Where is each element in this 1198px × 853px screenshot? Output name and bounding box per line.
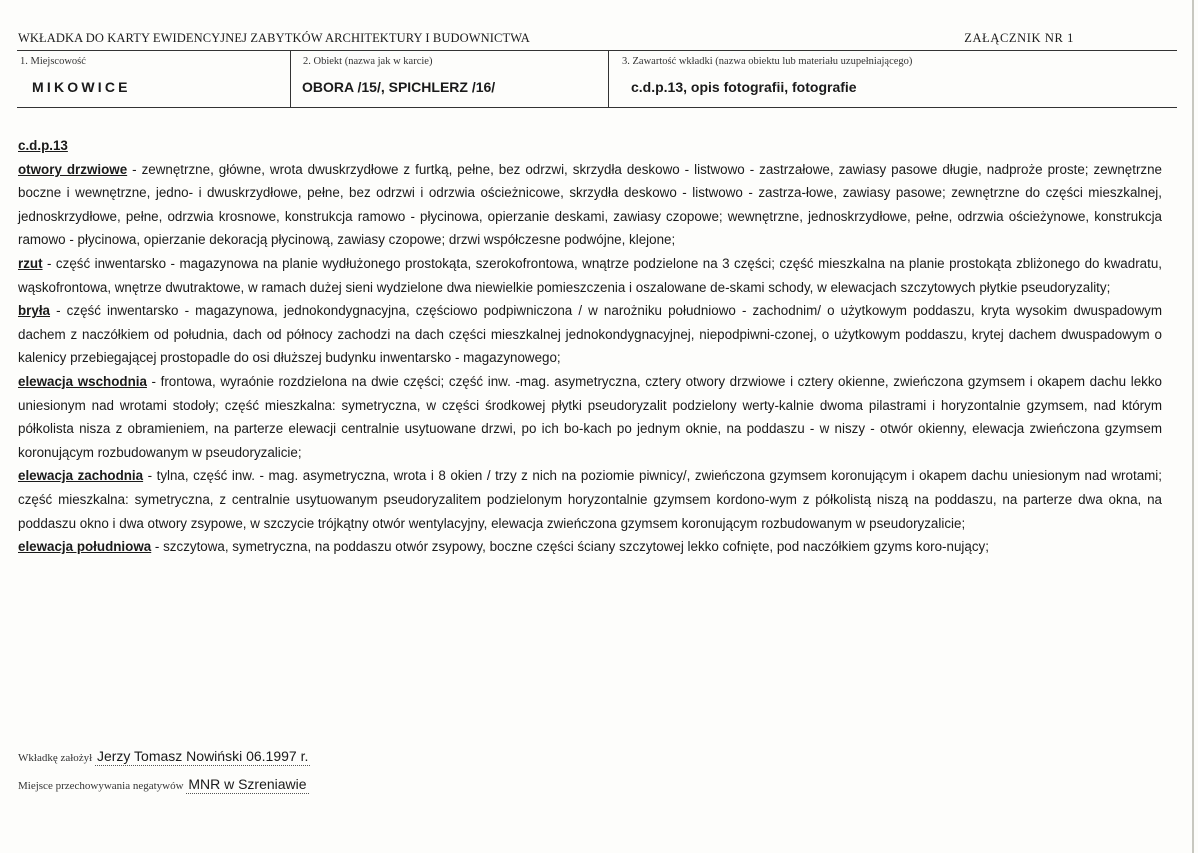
field-content-label: 3. Zawartość wkładki (nazwa obiektu lub materiału uzupełniającego) — [622, 56, 913, 67]
footer-storage — [18, 776, 309, 792]
table-top-rule — [17, 50, 1177, 51]
table-bottom-rule — [17, 107, 1177, 108]
section-doors — [18, 158, 1162, 252]
section-plan — [18, 252, 1162, 299]
table-divider-1 — [290, 50, 291, 107]
section-mass-text: - część inwentarsko - magazynowa, jednokondygnacyjna, częściowo podpiwniczona / w narożniku południowo - zachodnim/ o użytkowym poddaszu, kryta wysokim dwuspadowym dachem z naczółkiem od południa, dach od północy zachodzi na dach części mieszkalnej jednokondygnacyjnej, niepodpiwni-czonej, o użytkowym poddaszu, krytej dachem dwuspadowym o kalenicy przebiegającej prostopadle do osi dłuższej budynku inwentarsko - magazynowego; — [18, 303, 1162, 366]
footer-author — [18, 748, 310, 764]
section-west-elevation-text: - tylna, część inw. - mag. asymetryczna, wrota i 8 okien / trzy z nich na poziomie piwnicy/, zwieńczona gzymsem koronującym i okapem dachu uniesionym nad wrotami; część mieszkalna: symetryczna, z centralnie usytuowanym pseudoryzalitem podzielonym horyzontalnie gzymsem kordono-wym z półkolistą niszą na poddaszu, na parterze dwa okna, na poddaszu okno i dwa otwory zsypowe, w szczycie trójkątny otwór wentylacyjny, elewacja zwieńczona gzymsem koronującym rozbudowanym w pseudoryzalicie; — [18, 468, 1162, 531]
storage-label: Miejsce przechowywania negatywów — [18, 780, 184, 792]
section-plan-term: rzut — [18, 255, 43, 271]
section-plan-text: - część inwentarsko - magazynowa na planie wydłużonego prostokąta, szerokofrontowa, wnątrze podzielone na 3 części; część mieszkalna na planie prostokąta zbliżonego do kwadratu, wąskofrontowa, wnętrze dwutraktowe, w ramach dużej sieni wydzielone dwa niewielkie pomieszczenia i oszalowane de-skami schody, w elewacjach szczytowych płytkie pseudoryzality; — [18, 255, 1162, 295]
description-body — [18, 134, 1162, 559]
field-content-value: c.d.p.13, opis fotografii, fotografie — [631, 79, 857, 95]
table-divider-2 — [608, 50, 609, 107]
section-south-elevation-term: elewacja południowa — [18, 539, 152, 555]
section-doors-text: - zewnętrzne, główne, wrota dwuskrzydłowe z furtką, pełne, bez odrzwi, skrzydła deskowo - listwowo - zastrzałowe, zawiasy pasowe długie, nadproże proste; zewnętrzne boczne i wewnętrzne, jedno- i dwuskrzydłowe, pełne, bez odrzwi i odrzwia ościeżnicowe, skrzydła deskowo - listwowo - zastrza-łowe, zawiasy pasowe; zewnętrzne do części mieszkalnej, jednoskrzydłowe, pełne, odrzwia krosnowe, konstrukcja ramowo - płycinowa, opierzanie deskami, zawiasy czopowe; wewnętrzne, jednoskrzydłowe, pełne, odrzwia ościeżynowe, konstrukcja ramowo - płycinowa, opierzanie dekoracją płycinową, zawiasy czopowe; drzwi współczesne podwójne, klejone; — [18, 161, 1162, 248]
section-doors-term: otwory drzwiowe — [18, 161, 128, 177]
field-object-label: 2. Obiekt (nazwa jak w karcie) — [303, 56, 433, 67]
section-east-elevation-text: - frontowa, wyraónie rozdzielona na dwie części; część inw. -mag. asymetryczna, cztery otwory drzwiowe i cztery okienne, zwieńczona gzymsem i okapem dachu lekko uniesionym nad wrotami stodoły; część mieszkalna: symetryczna, w części środkowej płytki pseudoryzalit podzielony werty-kalnie dwoma pilastrami i horyzontalnie gzymsem, nad którym półkolista nisza z obramieniem, na parterze elewacji centralnie usytuowane drzwi, po ich bo-kach po jednym oknie, na poddaszu - w niszy - otwór okienny, elewacja zwieńczona gzymsem koronującym rozbudowanym w pseudoryzalicie; — [18, 373, 1163, 460]
author-value: Jerzy Tomasz Nowiński 06.1997 r. — [96, 748, 309, 764]
form-title: WKŁADKA DO KARTY EWIDENCYJNEJ ZABYTKÓW ARCHITEKTURY I BUDOWNICTWA — [18, 31, 530, 45]
section-west-elevation-term: elewacja zachodnia — [18, 468, 144, 484]
section-mass — [18, 299, 1162, 370]
section-mass-term: bryła — [18, 303, 51, 319]
section-south-elevation — [18, 535, 1162, 559]
section-east-elevation — [18, 370, 1162, 464]
attachment-label: ZAŁĄCZNIK NR 1 — [964, 31, 1074, 45]
page-edge — [1192, 0, 1194, 853]
field-object-value: OBORA /15/, SPICHLERZ /16/ — [302, 79, 496, 95]
storage-value: MNR w Szreniawie — [188, 776, 307, 792]
author-label: Wkładkę założył — [18, 752, 93, 764]
section-west-elevation — [18, 464, 1162, 535]
section-south-elevation-text: - szczytowa, symetryczna, na poddaszu otwór zsypowy, boczne części ściany szczytowej lekko cofnięte, pod naczółkiem gzyms koro-nujący; — [151, 539, 989, 555]
field-locality-value: MIKOWICE — [32, 79, 131, 95]
field-locality-label: 1. Miejscowość — [20, 56, 86, 67]
form-header — [18, 31, 1178, 46]
page-reference: c.d.p.13 — [18, 138, 68, 153]
section-east-elevation-term: elewacja wschodnia — [18, 373, 147, 389]
